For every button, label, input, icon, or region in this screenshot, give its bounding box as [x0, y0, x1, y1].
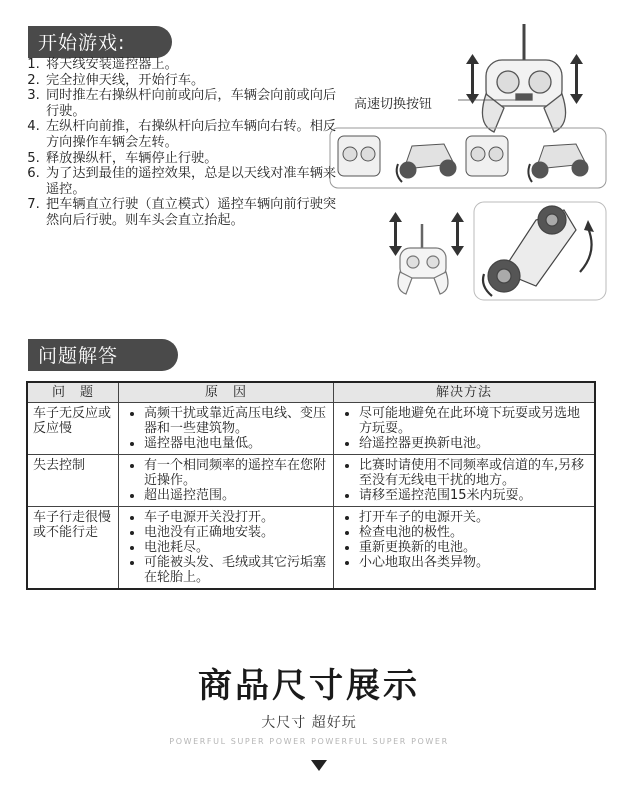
cause-cell: [119, 507, 334, 590]
problem-cell: 车子行走很慢或不能行走: [27, 507, 119, 590]
cause-cell: [119, 455, 334, 507]
header-problem: 问 题: [27, 382, 119, 403]
solution-item: • 检查电池的极性。: [359, 525, 589, 540]
problem-cell: 车子无反应或反应慢: [27, 403, 119, 455]
table-row: [27, 507, 595, 590]
cause-item: • 超出遥控范围。: [144, 488, 328, 503]
table-row: [27, 455, 595, 507]
faq-section-title: 问题解答: [28, 339, 178, 371]
english-tagline: POWERFUL SUPER POWER POWERFUL SUPER POWER: [169, 737, 449, 746]
table-row: [27, 403, 595, 455]
solution-item: • 给遥控器更换新电池。: [359, 436, 589, 451]
faq-table: [26, 381, 596, 590]
solution-cell: [334, 455, 596, 507]
step-item: 3. 同时推左右操纵杆向前或向后，车辆会向前或向后行驶。: [44, 88, 344, 119]
start-section-title: 开始游戏:: [28, 26, 172, 58]
step-item: 6. 为了达到最佳的遥控效果，总是以天线对准车辆来遥控。: [44, 166, 344, 197]
turn-right-illustration: [338, 136, 588, 178]
remote-controller-illustration: [398, 224, 448, 294]
stunt-car-illustration: [488, 206, 576, 292]
solution-item: • 尽可能地避免在此环境下玩耍或另选地方玩耍。: [359, 406, 589, 436]
step-item: 5. 释放操纵杆，车辆停止行驶。: [44, 151, 344, 167]
cause-item: • 遥控器电池电量低。: [144, 436, 328, 451]
step-item: 7. 把车辆直立行驶（直立模式）遥控车辆向前行驶突然向后行驶。则车头会直立抬起。: [44, 197, 344, 228]
high-speed-switch-label: 高速切换按钮: [354, 97, 433, 112]
product-size-title: 商品尺寸展示: [198, 666, 420, 706]
solution-item: • 比赛时请使用不同频率或信道的车,另移至没有无线电干扰的地方。: [359, 458, 589, 488]
cause-item: • 可能被头发、毛绒或其它污垢塞在轮胎上。: [144, 555, 328, 585]
cause-cell: [119, 403, 334, 455]
solution-cell: [334, 507, 596, 590]
step-item: 2. 完全拉伸天线，开始行车。: [44, 73, 344, 89]
header-solution: 解决方法: [334, 382, 596, 403]
solution-item: • 小心地取出各类异物。: [359, 555, 589, 570]
problem-cell: 失去控制: [27, 455, 119, 507]
cause-item: • 高频干扰或靠近高压电线、变压器和一些建筑物。: [144, 406, 328, 436]
remote-controller-illustration: [482, 24, 565, 132]
step-item: 4. 左纵杆向前推，右操纵杆向后拉车辆向右转。相反方向操作车辆会左转。: [44, 119, 344, 150]
cause-item: • 电池没有正确地安装。: [144, 525, 328, 540]
down-arrow-icon: [311, 760, 327, 771]
step-item: 1. 将天线安装遥控器上。: [44, 57, 344, 73]
solution-item: • 重新更换新的电池。: [359, 540, 589, 555]
cause-item: • 车子电源开关没打开。: [144, 510, 328, 525]
start-steps-list: [22, 57, 344, 229]
table-header-row: [27, 382, 595, 403]
cause-item: • 电池耗尽。: [144, 540, 328, 555]
product-subtitle: 大尺寸 超好玩: [261, 715, 357, 731]
solution-item: • 请移至遥控范围15米内玩耍。: [359, 488, 589, 503]
cause-item: • 有一个相同频率的遥控车在您附近操作。: [144, 458, 328, 488]
solution-item: • 打开车子的电源开关。: [359, 510, 589, 525]
header-cause: 原 因: [119, 382, 334, 403]
controls-illustration: [326, 24, 610, 304]
solution-cell: [334, 403, 596, 455]
